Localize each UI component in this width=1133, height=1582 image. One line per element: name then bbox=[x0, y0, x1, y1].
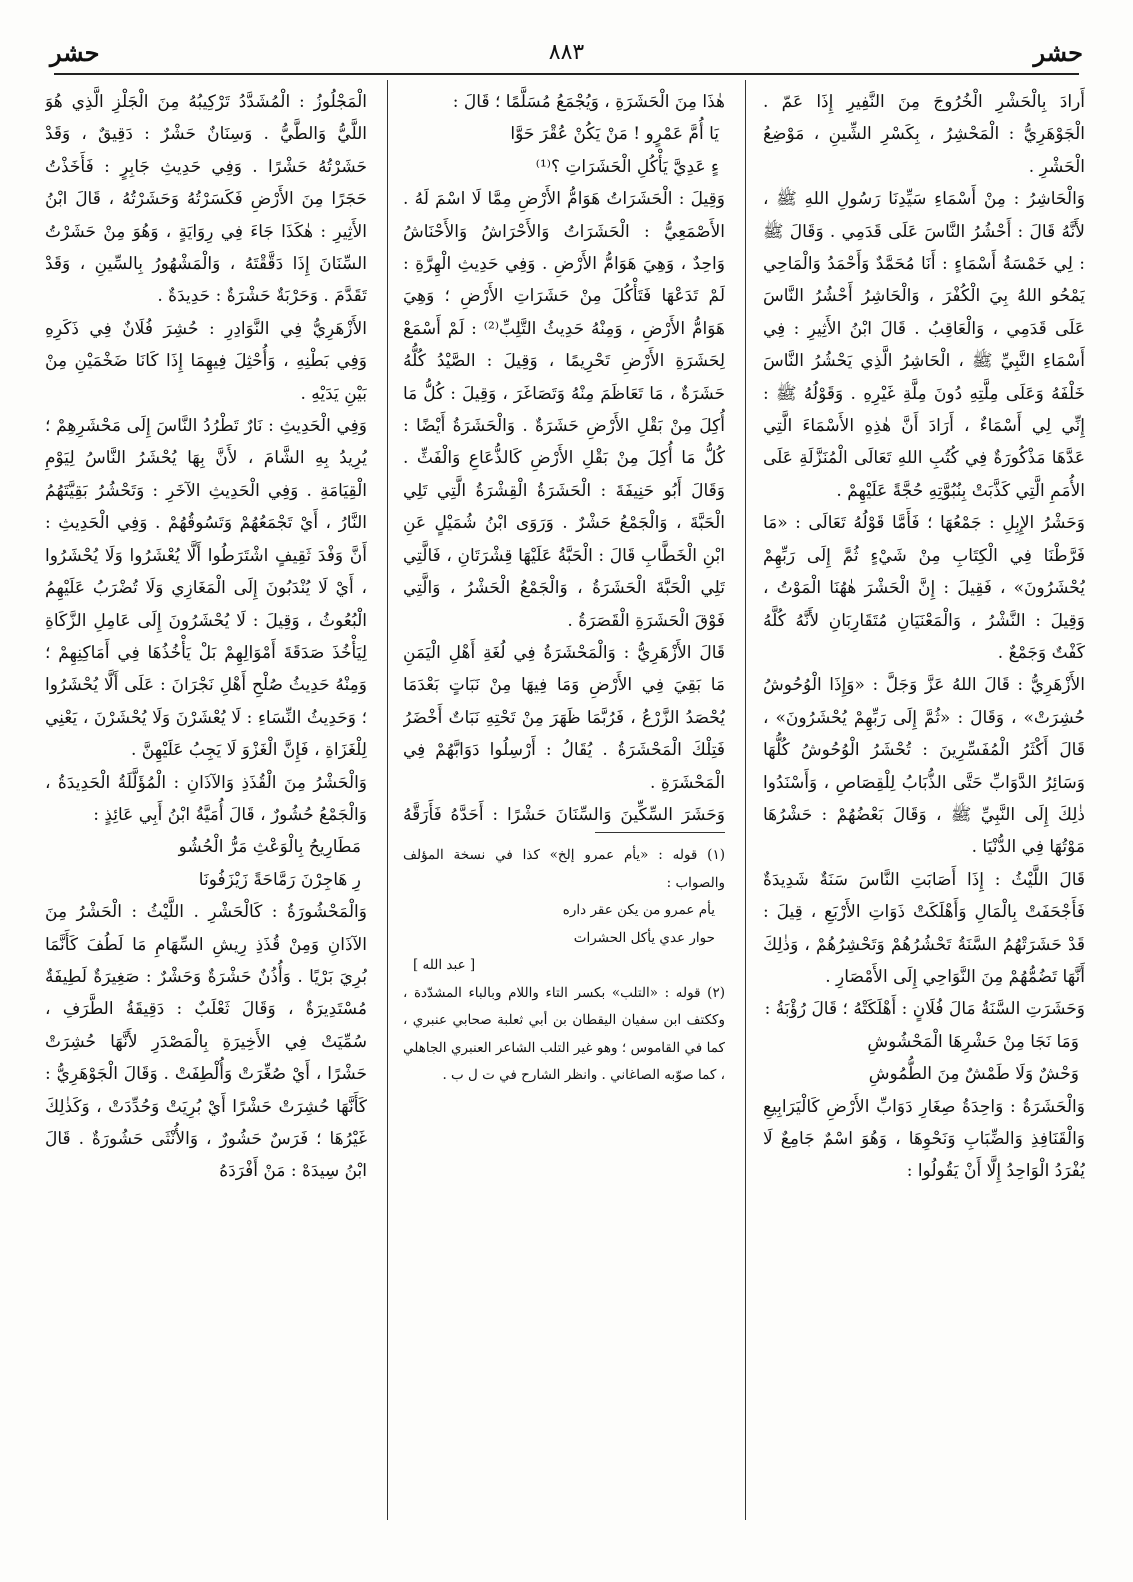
column-divider bbox=[745, 80, 746, 1520]
hemistich: رِ هَاجِرْنَ رَمَّاحَةً زَيْزَفُونَا bbox=[198, 869, 361, 890]
hemistich: يأم عمرو من يكن عقر داره bbox=[562, 902, 715, 918]
column-divider bbox=[387, 80, 388, 1520]
footnote-verse bbox=[403, 925, 725, 953]
footnotes bbox=[403, 842, 725, 1252]
footnote-1: (١) قوله : «يأم عمرو إلخ» كذا في نسخة المؤلف والصواب : bbox=[403, 847, 725, 891]
paragraph: وَحَشَرَتِ السَّنَةُ مَالَ فُلَانٍ : أَهْلَكَتْهُ ؛ قَالَ رُؤْبَةُ : bbox=[764, 999, 1085, 1020]
paragraph: الْمَجْلُوزُ : الْمُشَدَّدُ تَرْكِيبُهُ مِنَ الْجَلْزِ الَّذِي هُوَ اللَّيُّ وَالطَّيُّ . وَسِنَانٌ حَشْرٌ : دَقِيقٌ ، وَقَدْ حَشَرْتُهُ حَشْرًا . وَفِي حَدِيثِ جَابِرٍ : فَأَخَذْتُ حَجَرًا مِنَ الأَرْضِ فَكَسَرْتُهُ وَحَشَرْتُهُ ، قَالَ ابْنُ الأَثِيرِ : هٰكَذَا جَاءَ فِي رِوَايَةٍ ، وَهُوَ مِنْ حَشَرْتُ السِّنَانَ إِذَا دَقَّقْتَهُ ، وَالْمَشْهُورُ بِالسِّينِ ، وَقَدْ تَقَدَّمَ . وَحَرْبَةٌ حَشْرَةٌ : حَدِيدَةٌ . bbox=[45, 92, 367, 307]
footnote-signature: [ عبد الله ] bbox=[413, 957, 476, 973]
paragraph: قَالَ الأَزْهَرِيُّ : وَالْمَحْشَرَةُ فِي لُغَةِ أَهْلِ الْيَمَنِ مَا بَقِيَ فِي الأَرْضِ وَمَا فِيهَا مِنْ نَبَاتٍ بَعْدَمَا يُحْصَدُ الزَّرْعُ ، فَرُبَّمَا ظَهَرَ مِنْ تَحْتِهِ نَبَاتٌ أَخْضَرُ فَتِلْكَ الْمَحْشَرَةُ . يُقَالُ : أَرْسِلُوا دَوَابَّهُمْ فِي الْمَحْشَرَةِ . bbox=[403, 642, 725, 793]
hemistich: ءٍ عَدِيَّ يَأْكُلِ الْحَشَرَاتِ ؟⁽¹⁾ bbox=[535, 156, 719, 177]
hemistich: وَمَا نَجَا مِنْ حَشْرِهَا الْمَحْشُوشِ bbox=[867, 1031, 1079, 1052]
text-column-left bbox=[45, 86, 367, 1520]
hemistich: يَا أُمَّ عَمْرٍو ! مَنْ يَكُنْ عُقْرَ حَوَّا bbox=[510, 124, 719, 145]
paragraph: وَالْحَشَرَةُ : وَاحِدَةُ صِغَارِ دَوَابِّ الأَرْضِ كَالْيَرَابِيعِ وَالْقَنَافِذِ وَالضِّبَابِ وَنَحْوِهَا ، وَهُوَ اسْمٌ جَامِعٌ لَا يُفْرَدُ الْوَاحِدُ إِلَّا أَنْ يَقُولُوا : bbox=[763, 1096, 1085, 1182]
text-column-right bbox=[763, 86, 1085, 1520]
footnote-2: (٢) قوله : «التلب» بكسر التاء واللام وبالباء المشدّدة ، وككتف ابن سفيان اليقطان بن أبي ثعلبة صحابي عنبري ، كما في القاموس ؛ وهو غير التلب الشاعر العنبري الجاهلي ، كما صوّبه الصاغاني . وانظر الشارح في ت ل ب . bbox=[403, 984, 725, 1083]
paragraph: الأَزْهَرِيُّ : قَالَ اللهُ عَزَّ وَجَلَّ : «وَإِذَا الْوُحُوشُ حُشِرَتْ» ، وَقَالَ : «ثُمَّ إِلَى رَبِّهِمْ يُحْشَرُونَ» ، قَالَ أَكْثَرُ الْمُفَسِّرِينَ : تُحْشَرُ الْوُحُوشُ كُلُّهَا وَسَائِرُ الدَّوَابِّ حَتَّى الذُّبَابُ لِلْقِصَاصِ ، وَأَسْنَدُوا ذٰلِكَ إِلَى النَّبِيِّ ﷺ ، وَقَالَ بَعْضُهُمْ : حَشْرُهَا مَوْتُهَا فِي الدُّنْيَا . bbox=[763, 675, 1085, 858]
footnote-rule bbox=[595, 832, 725, 833]
page-number: ٨٨٣ bbox=[548, 40, 585, 65]
paragraph: وَالْمَحْشُورَةُ : كَالْحَشْرِ . اللَّيْثُ : الْحَشْرُ مِنَ الآذَانِ وَمِنْ قُذَذِ رِيشِ السِّهَامِ مَا لَطُفَ كَأَنَّمَا بُرِيَ بَرْيًا . وَأُذُنٌ حَشْرَةٌ وَحَشْرٌ : صَغِيرَةٌ لَطِيفَةٌ مُسْتَدِيرَةٌ ، وَقَالَ ثَعْلَبٌ : دَقِيقَةُ الطَّرَفِ ، سُمِّيَتْ فِي الأَخِيرَةِ بِالْمَصْدَرِ لأَنَّهَا حُشِرَتْ حَشْرًا ، أَيْ صُغِّرَتْ وَأُلْطِفَتْ . وَقَالَ الْجَوْهَرِيُّ : كَأَنَّهَا حُشِرَتْ حَشْرًا أَيْ بُرِيَتْ وَحُدِّدَتْ ، وَكَذٰلِكَ غَيْرُهَا ؛ فَرَسٌ حَشُورٌ ، وَالأُنْثَى حَشُورَةٌ . قَالَ ابْنُ سِيدَهْ : مَنْ أَفْرَدَهُ bbox=[45, 902, 367, 1182]
paragraph: وَفِي الْحَدِيثِ : نَارٌ تَطْرُدُ النَّاسَ إِلَى مَحْشَرِهِمْ ؛ يُرِيدُ بِهِ الشَّامَ ، لأَنَّ بِهَا يُحْشَرُ النَّاسُ لِيَوْمِ الْقِيَامَةِ . وَفِي الْحَدِيثِ الآخَرِ : وَتَحْشُرُ بَقِيَّتَهُمُ النَّارُ ، أَيْ تَجْمَعُهُمْ وَتَسُوقُهُمْ . وَفِي الْحَدِيثِ : أَنَّ وَفْدَ ثَقِيفٍ اشْتَرَطُوا أَلَّا يُعْشَرُوا وَلَا يُحْشَرُوا ، أَيْ لَا يُنْدَبُونَ إِلَى الْمَغَازِي وَلَا تُضْرَبُ عَلَيْهِمُ الْبُعُوثُ ، وَقِيلَ : لَا يُحْشَرُونَ إِلَى عَامِلِ الزَّكَاةِ لِيَأْخُذَ صَدَقَةَ أَمْوَالِهِمْ بَلْ يَأْخُذُهَا فِي أَمَاكِنِهِمْ ؛ وَمِنْهُ حَدِيثُ صُلْحِ أَهْلِ نَجْرَانَ : عَلَى أَلَّا يُحْشَرُوا ؛ وَحَدِيثُ النِّسَاءِ : لَا يُعْشَرْنَ وَلَا يُحْشَرْنَ ، يَعْنِي لِلْغَزَاةِ ، فَإِنَّ الْغَزْوَ لَا يَجِبُ عَلَيْهِنَّ . bbox=[45, 416, 367, 761]
verse-line bbox=[45, 864, 367, 896]
verse-line bbox=[763, 1026, 1085, 1058]
paragraph: أَرادَ بِالْحَشْرِ الْخُرُوجَ مِنَ النَّفِيرِ إِذَا عَمّ . الْجَوْهَرِيُّ : الْمَحْشِرُ ، بِكَسْرِ الشِّينِ ، مَوْضِعُ الْحَشْرِ . bbox=[763, 92, 1085, 177]
paragraph: الأَزْهَرِيُّ فِي النَّوَادِرِ : حُشِرَ فُلَانٌ فِي ذَكَرِهِ وَفِي بَطْنِهِ ، وَأُحْثِلَ فِيهِمَا إِذَا كَانَا ضَخْمَيْنِ مِنْ بَيْنِ يَدَيْهِ . bbox=[45, 318, 367, 404]
hemistich: وَحْشٌ وَلَا طَمْشٌ مِنَ الطُّمُوشِ bbox=[868, 1064, 1079, 1085]
paragraph: هٰذَا مِنَ الْحَشَرَةِ ، وَيُجْمَعُ مُسَلَّمًا ؛ قَالَ : bbox=[452, 92, 725, 112]
paragraph: وَحَشْرُ الإِبِلِ : جَمْعُهَا ؛ فَأَمَّا قَوْلُهُ تَعَالَى : «مَا فَرَّطْنَا فِي الْكِتَابِ مِنْ شَيْءٍ ثُمَّ إِلَى رَبِّهِمْ يُحْشَرُونَ» ، فَقِيلَ : إِنَّ الْحَشْرَ هٰهُنَا الْمَوْتُ ، وَقِيلَ : النَّشْرُ ، وَالْمَعْنَيَانِ مُتَقَارِبَانِ لأَنَّهُ كُلَّهُ كَفْتٌ وَجَمْعٌ . bbox=[763, 513, 1085, 663]
paragraph: وَحَشَرَ السِّكِّينَ وَالسِّنَانَ حَشْرًا : أَحَدَّهُ فَأَرَقَّهُ bbox=[403, 804, 725, 825]
footnote-verse bbox=[403, 897, 725, 925]
paragraph: وَالْحَشْرُ مِنَ الْقُذَذِ وَالآذَانِ : الْمُؤَلَّلَةُ الْحَدِيدَةُ ، وَالْجَمْعُ حُشُورٌ ، قَالَ أُمَيَّةُ ابْنُ أَبِي عَائِذٍ : bbox=[45, 772, 367, 825]
verse-line bbox=[403, 118, 725, 150]
verse-line bbox=[763, 1058, 1085, 1090]
paragraph: وَالْحَاشِرُ : مِنْ أَسْمَاءِ سَيِّدِنَا رَسُولِ اللهِ ﷺ ، لأَنَّهُ قَالَ : أَحْشُرُ النَّاسَ عَلَى قَدَمِي . وَقَالَ ﷺ : لِي خَمْسَةُ أَسْمَاءٍ : أَنَا مُحَمَّدٌ وَأَحْمَدُ وَالْمَاحِي يَمْحُو اللهُ بِيَ الْكُفْرَ ، وَالْحَاشِرُ أَحْشُرُ النَّاسَ عَلَى قَدَمِي ، وَالْعَاقِبُ . قَالَ ابْنُ الأَثِيرِ : فِي أَسْمَاءِ النَّبِيِّ ﷺ ، الْحَاشِرُ الَّذِي يَحْشُرُ النَّاسَ خَلْفَهُ وَعَلَى مِلَّتِهِ دُونَ مِلَّةِ غَيْرِهِ . وَقَوْلُهُ ﷺ : إِنِّي لِي أَسْمَاءٌ ، أَرَادَ أَنَّ هٰذِهِ الأَسْمَاءَ الَّتِي عَدَّهَا مَذْكُورَةٌ فِي كُتُبِ اللهِ تَعَالَى الْمُنَزَّلَةِ عَلَى الأُمَمِ الَّتِي كَذَّبَتْ بِنُبُوَّتِهِ حُجَّةً عَلَيْهِمْ . bbox=[763, 189, 1085, 501]
headword-left: حشر bbox=[50, 38, 100, 67]
hemistich: مَطَارِيحُ بِالْوَعْثِ مَرُّ الْحُشُو bbox=[178, 837, 361, 858]
verse-line bbox=[403, 151, 725, 183]
hemistich: حوار عدي يأكل الحشرات bbox=[573, 929, 715, 946]
paragraph: قَالَ اللَّيْثُ : إِذَا أَصَابَتِ النَّاسَ سَنَةٌ شَدِيدَةٌ فَأَجْحَفَتْ بِالْمَالِ وَأَهْلَكَتْ ذَوَاتِ الأَرْبَعِ ، قِيلَ : قَدْ حَشَرَتْهُمُ السَّنَةُ تَحْشُرُهُمْ وَتَحْشِرُهُمْ ، وَذٰلِكَ أَنَّهَا تَضُمُّهُمْ مِنَ النَّوَاحِي إِلَى الأَمْصَارِ . bbox=[763, 869, 1085, 987]
verse-line bbox=[45, 831, 367, 863]
page-header bbox=[50, 38, 1083, 74]
headword-right: حشر bbox=[1033, 38, 1083, 67]
text-column-middle bbox=[403, 86, 725, 826]
header-rule bbox=[54, 73, 1079, 75]
paragraph: وَقِيلَ : الْحَشَرَاتُ هَوَامُّ الأَرْضِ مِمَّا لَا اسْمَ لَهُ . الأَصْمَعِيُّ : الْحَشَرَاتُ وَالأَحْرَاشُ وَالأَحْنَاشُ وَاحِدٌ ، وَهِيَ هَوَامُّ الأَرْضِ . وَفِي حَدِيثِ الْهِرَّةِ : لَمْ تَدَعْهَا فَتَأْكُلَ مِنْ حَشَرَاتِ الأَرْضِ ؛ وَهِيَ هَوَامُّ الأَرْضِ ، وَمِنْهُ حَدِيثُ التَّلِبِّ⁽²⁾ : لَمْ أَسْمَعْ لِحَشَرَةِ الأَرْضِ تَحْرِيمًا ، وَقِيلَ : الصَّيْدُ كُلُّهُ حَشَرَةٌ ، مَا تَعَاظَمَ مِنْهُ وَتَصَاغَرَ ، وَقِيلَ : كُلُّ مَا أُكِلَ مِنْ بَقْلِ الأَرْضِ حَشَرَةٌ . وَالْحَشَرَةُ أَيْضًا : كُلُّ مَا أُكِلَ مِنْ بَقْلِ الأَرْضِ كَالذُّعَاعِ وَالْفَثِّ . وَقَالَ أَبُو حَنِيفَةَ : الْحَشَرَةُ الْقِشْرَةُ الَّتِي تَلِي الْحَبَّةَ ، وَالْجَمْعُ حَشْرٌ . وَرَوَى ابْنُ شُمَيْلٍ عَنِ ابْنِ الْخَطَّابِ قَالَ : الْحَبَّةُ عَلَيْهَا قِشْرَتَانِ ، فَالَّتِي تَلِي الْحَبَّةَ الْحَشَرَةُ ، وَالْجَمْعُ الْحَشْرُ ، وَالَّتِي فَوْقَ الْحَشَرَةِ الْقَصَرَةُ . bbox=[403, 189, 725, 631]
